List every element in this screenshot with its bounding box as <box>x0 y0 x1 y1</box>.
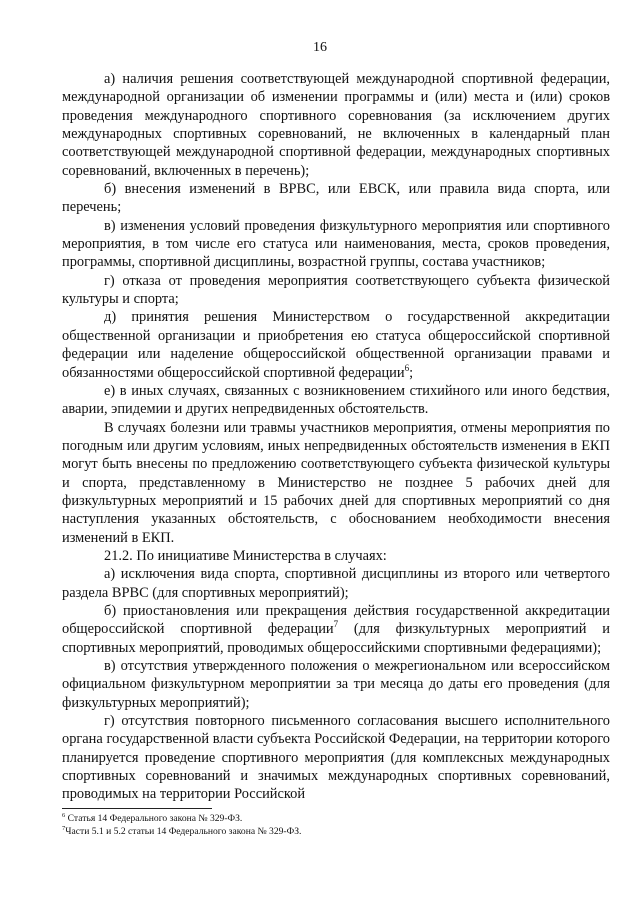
document-body <box>62 70 610 804</box>
paragraph-section-21-2: 21.2. По инициативе Министерства в случаях: <box>104 547 387 564</box>
footnote-7: $^7$Части 5.1 и 5.2 статьи 14 Федерального закона № 329-ФЗ. <box>62 824 302 837</box>
footnotes <box>62 813 610 838</box>
paragraph-item-b-changes: б) внесения изменений в ВРВС, или ЕВСК, или правила вида спорта, или перечень; <box>62 181 610 216</box>
paragraph-item-d-accreditation: д) принятия решения Министерством о государственной аккредитации общественной организации и приобретения ею статуса общероссийской спортивной федерации или наделение общероссийской общественной организации правами и обязанностями общероссийской спортивной федерации$^6$; <box>62 309 610 381</box>
paragraph-21-2-item-a: а) исключения вида спорта, спортивной дисциплины из второго или четвертого раздела ВРВС (для спортивных мероприятий); <box>62 566 610 601</box>
paragraph-item-e-other: е) в иных случаях, связанных с возникновением стихийного или иного бедствия, аварии, эпидемии и других непредвиденных обстоятельств. <box>62 382 610 418</box>
paragraph-item-g-refusal: г) отказа от проведения мероприятия соответствующего субъекта физической культуры и спорта; <box>62 272 610 308</box>
footnote-6: $^6$ Статья 14 Федерального закона № 329-ФЗ. <box>62 811 243 824</box>
footnote-divider <box>62 808 212 809</box>
footnote-ref-7: 7 <box>333 619 339 630</box>
paragraph-item-v-conditions: в) изменения условий проведения физкультурного мероприятия или спортивного мероприятия, в том числе его статуса или наименования, места, сроков проведения, программы, спортивной дисциплины, возрастной группы, состава участников; <box>62 217 610 271</box>
paragraph-21-2-item-v: в) отсутствия утвержденного положения о межрегиональном или всероссийском официальном физкультурном мероприятии за три месяца до даты его проведения (для физкультурных мероприятий); <box>62 658 610 711</box>
page-number: 16 <box>313 40 327 55</box>
paragraph-item-a-international: а) наличия решения соответствующей международной спортивной федерации, международной организации об изменении программы и (или) места и (или) сроков проведения международного спортивного соревнования (за исключением других международных спортивных соревнований, не включенных в календарный план соответствующей международной спортивной федерации, международных спортивных соревнований, включенных в перечень); <box>62 71 610 179</box>
footnote-ref-6: 6 <box>404 362 410 373</box>
paragraph-21-2-item-g: г) отсутствия повторного письменного согласования высшего исполнительного органа государственной власти субъекта Российской Федерации, на территории которого планируется проведение спортивного мероприятия (для комплексных международных спортивных соревнований и значимых международных спортивных соревнований, проводимых на территории Российской <box>62 713 610 803</box>
paragraph-21-2-item-b: б) приостановления или прекращения действия государственной аккредитации общероссийской спортивной федерации$^7$ (для физкультурных мероприятий и спортивных мероприятий, проводимых общероссийскими спортивными федерациями); <box>62 602 610 656</box>
paragraph-illness-cases: В случаях болезни или травмы участников мероприятия, отмены мероприятия по погодным или другим условиям, иных непредвиденных обстоятельств изменения в ЕКП могут быть внесены по предложению соответствующего субъекта физической культуры и спорта, представленному в Министерство не позднее 5 рабочих дней для физкультурных мероприятий и 15 рабочих дней для спортивных мероприятий со дня наступления указанных обстоятельств, с обоснованием необходимости внесения изменений в ЕКП. <box>62 419 610 546</box>
